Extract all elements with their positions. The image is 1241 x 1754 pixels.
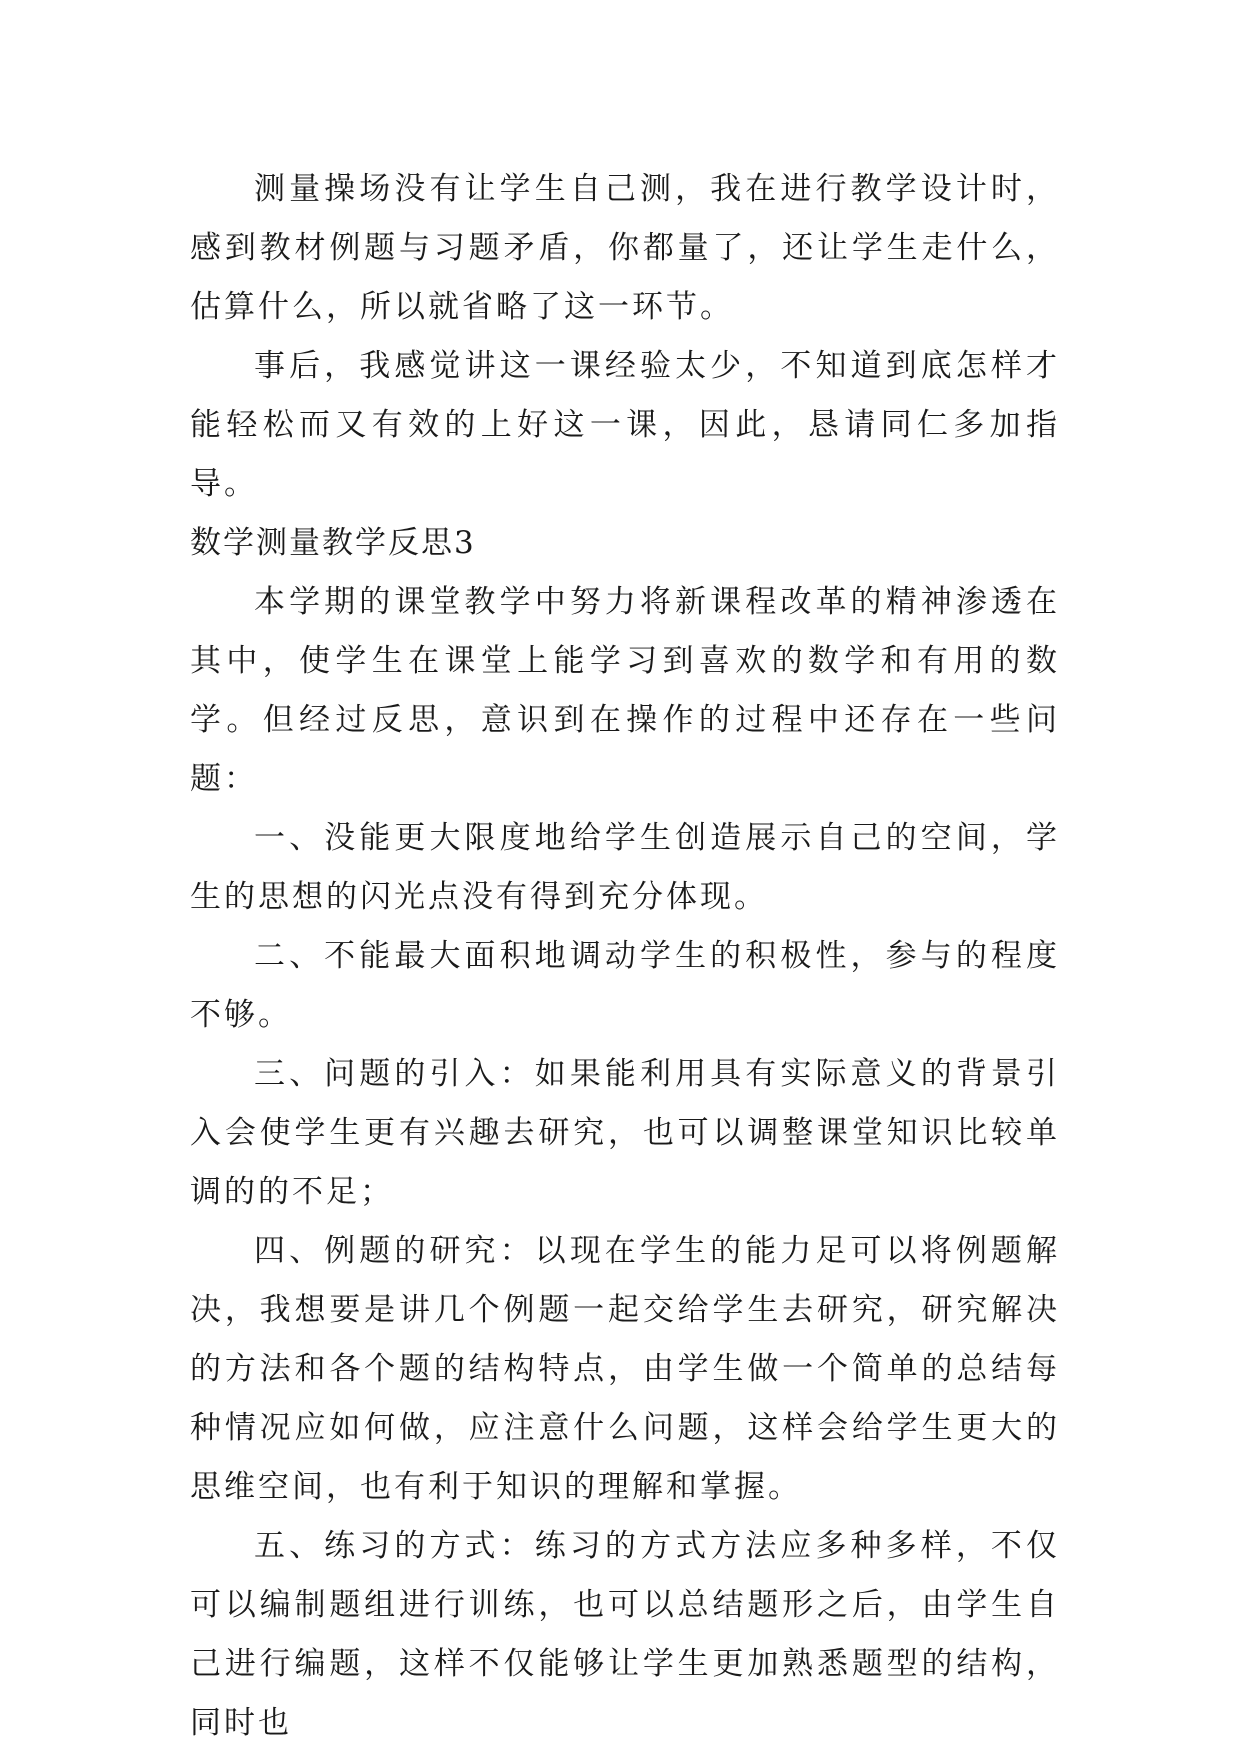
document-body (190, 160, 1060, 1753)
paragraph: 一、没能更大限度地给学生创造展示自己的空间，学生的思想的闪光点没有得到充分体现。 (190, 820, 1060, 915)
paragraph: 本学期的课堂教学中努力将新课程改革的精神渗透在其中，使学生在课堂上能学习到喜欢的数学和有用的数学。但经过反思，意识到在操作的过程中还存在一些问题： (190, 584, 1060, 797)
section-title: 数学测量教学反思3 (190, 525, 476, 561)
paragraph: 事后，我感觉讲这一课经验太少，不知道到底怎样才能轻松而又有效的上好这一课，因此，恳请同仁多加指导。 (190, 348, 1060, 502)
paragraph: 五、练习的方式：练习的方式方法应多种多样，不仅可以编制题组进行训练，也可以总结题形之后，由学生自己进行编题，这样不仅能够让学生更加熟悉题型的结构，同时也 (190, 1528, 1060, 1741)
paragraph: 二、不能最大面积地调动学生的积极性，参与的程度不够。 (190, 938, 1060, 1033)
paragraph: 三、问题的引入：如果能利用具有实际意义的背景引入会使学生更有兴趣去研究，也可以调整课堂知识比较单调的的不足； (190, 1056, 1060, 1210)
paragraph: 测量操场没有让学生自己测，我在进行教学设计时，感到教材例题与习题矛盾，你都量了，还让学生走什么，估算什么，所以就省略了这一环节。 (190, 171, 1060, 325)
paragraph: 四、例题的研究：以现在学生的能力足可以将例题解决，我想要是讲几个例题一起交给学生去研究，研究解决的方法和各个题的结构特点，由学生做一个简单的总结每种情况应如何做，应注意什么问题，这样会给学生更大的思维空间，也有利于知识的理解和掌握。 (190, 1233, 1060, 1505)
